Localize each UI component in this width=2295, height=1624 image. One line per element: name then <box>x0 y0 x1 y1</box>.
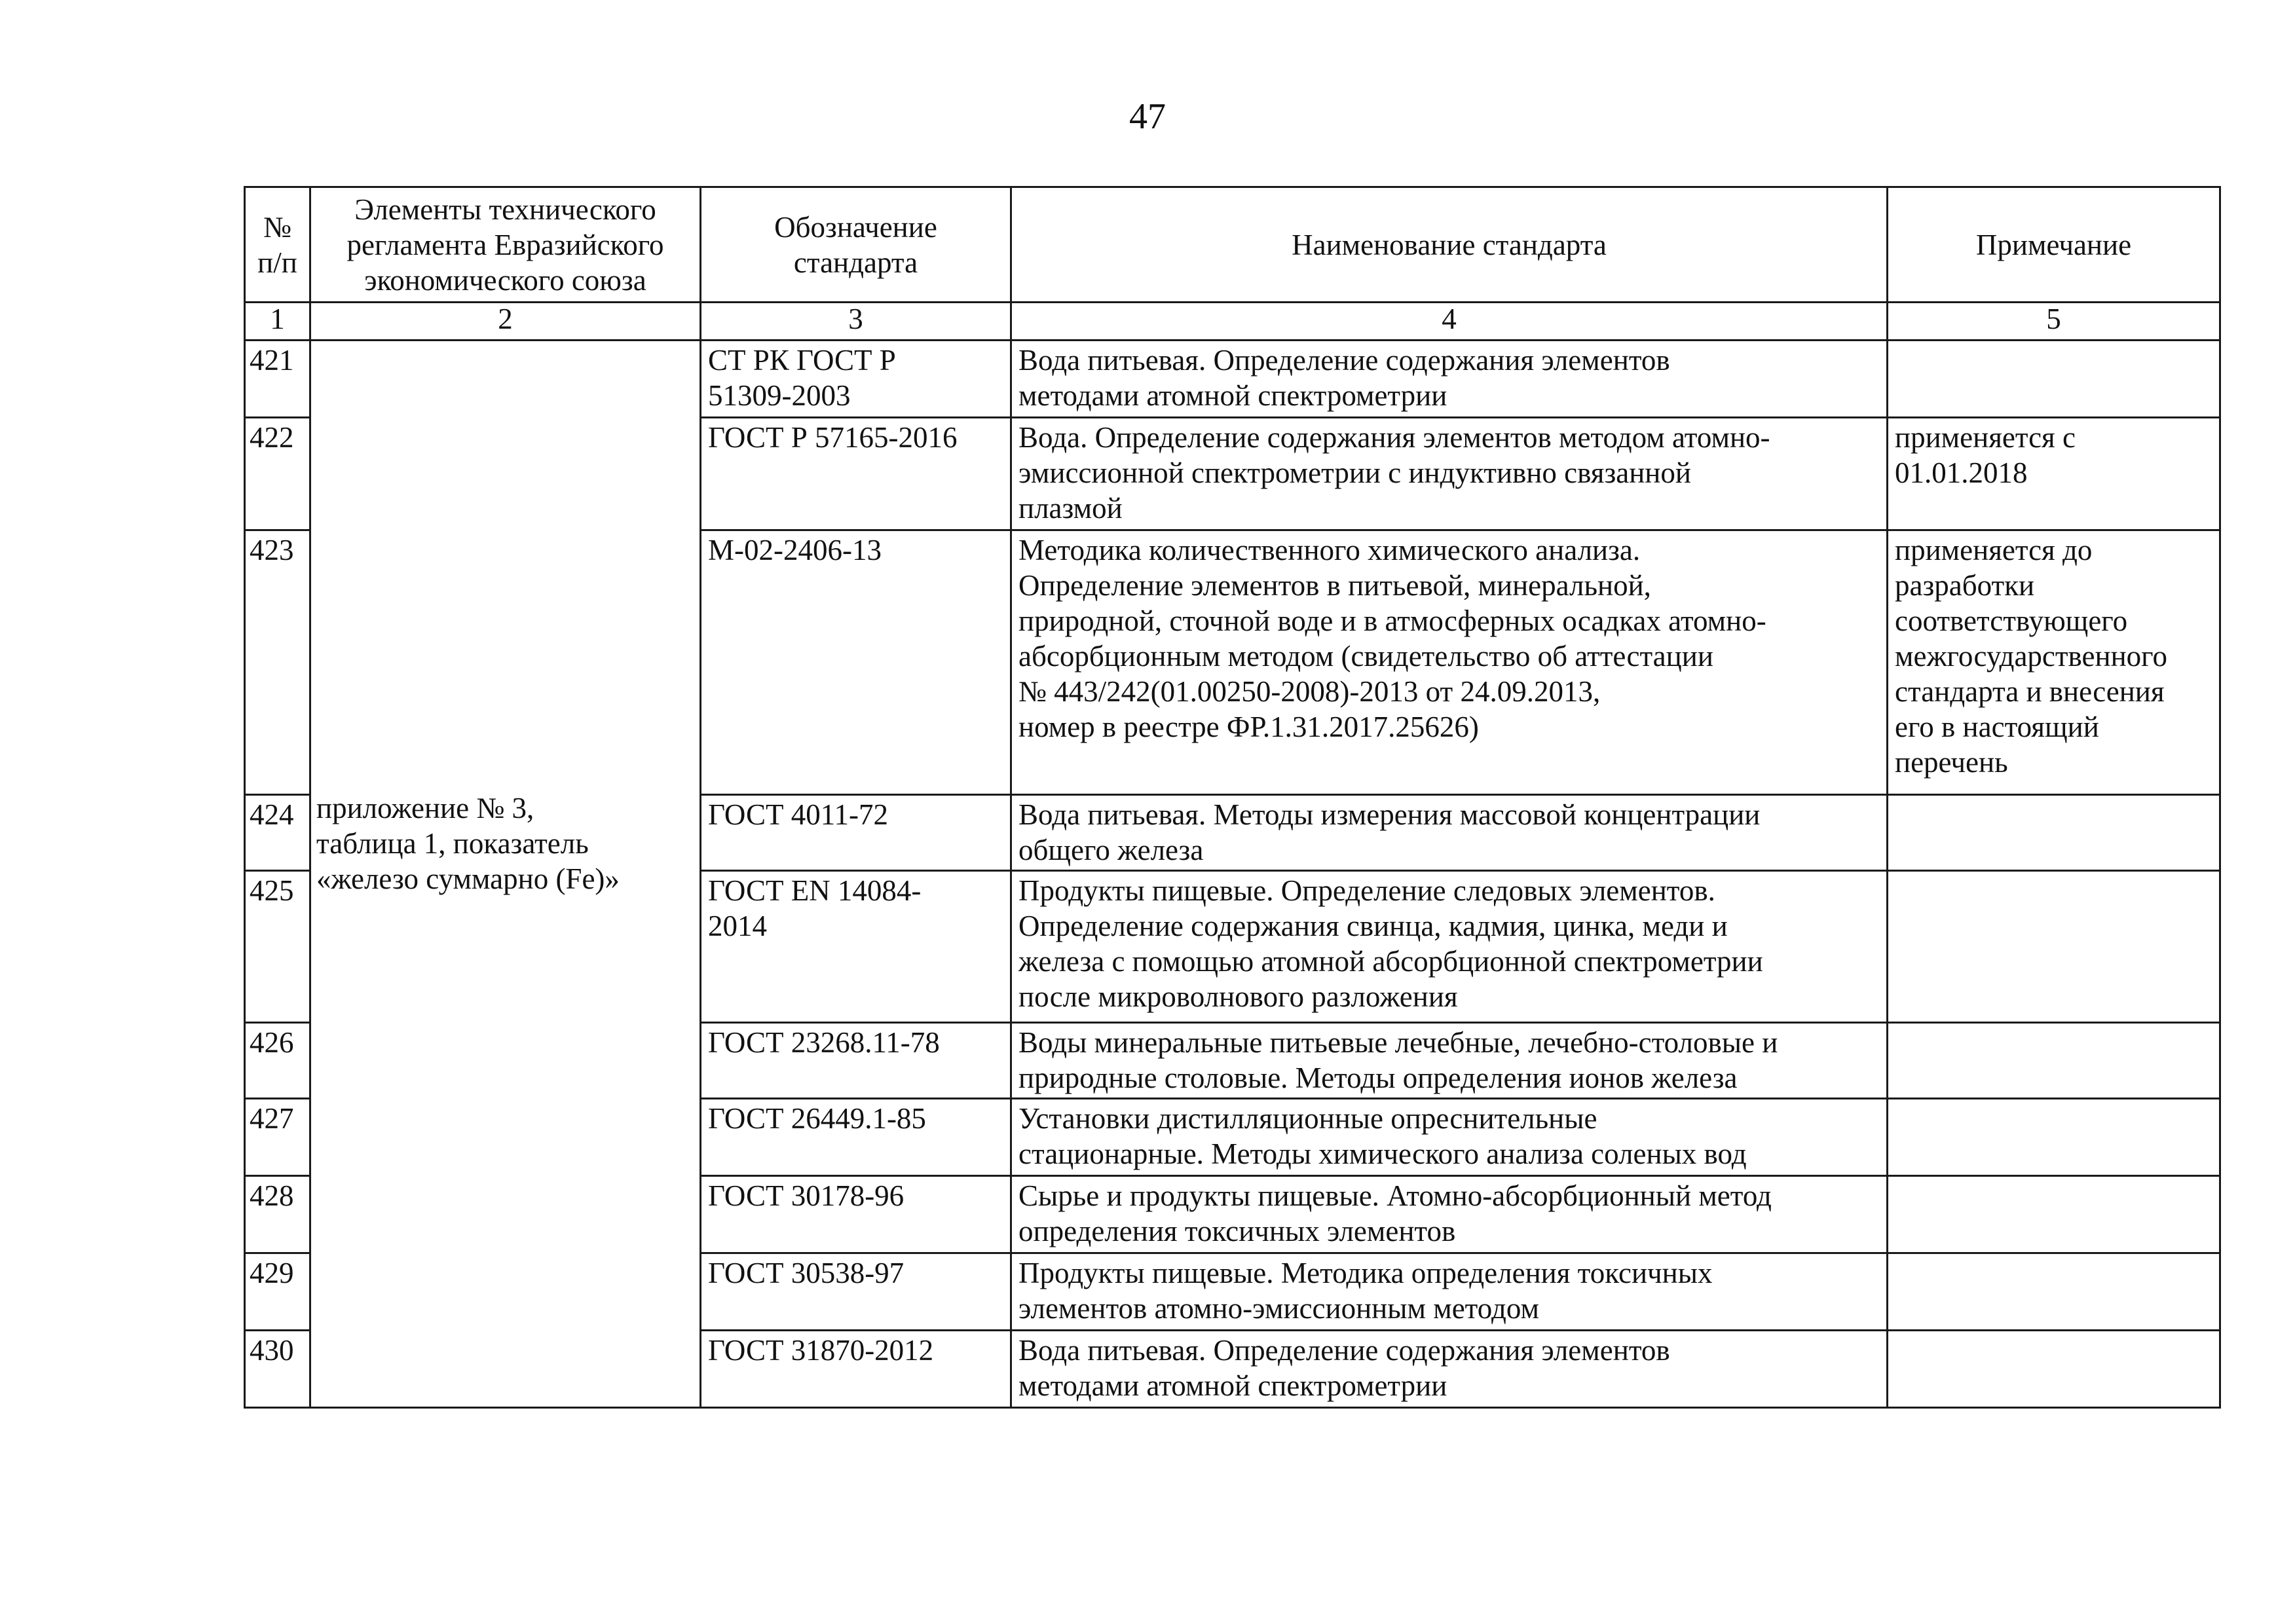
header-num: № п/п <box>245 187 310 303</box>
row-number: 430 <box>245 1331 310 1408</box>
row-number: 422 <box>245 418 310 530</box>
header-note: Примечание <box>1888 187 2220 303</box>
header-name: Наименование стандарта <box>1011 187 1888 303</box>
row-number: 427 <box>245 1099 310 1176</box>
standard-designation: ГОСТ Р 57165-2016 <box>701 418 1011 530</box>
standard-name: Вода питьевая. Методы измерения массовой концентрации общего железа <box>1011 795 1888 871</box>
column-number: 4 <box>1011 303 1888 341</box>
row-number: 423 <box>245 530 310 795</box>
header-elements: Элементы технического регламента Евразийского экономического союза <box>310 187 701 303</box>
page-number: 47 <box>1129 96 1166 137</box>
column-number: 5 <box>1888 303 2220 341</box>
standard-designation: ГОСТ 30178-96 <box>701 1176 1011 1253</box>
row-number: 429 <box>245 1253 310 1331</box>
table-header-row <box>245 187 2220 303</box>
standard-note: применяется с 01.01.2018 <box>1888 418 2220 530</box>
column-number: 2 <box>310 303 701 341</box>
row-number: 421 <box>245 341 310 418</box>
standard-name: Вода. Определение содержания элементов методом атомно- эмиссионной спектрометрии с индуктивно связанной плазмой <box>1011 418 1888 530</box>
standard-note <box>1888 795 2220 871</box>
standard-note <box>1888 1253 2220 1331</box>
standard-name: Продукты пищевые. Определение следовых элементов. Определение содержания свинца, кадмия, цинка, меди и железа с помощью атомной абсорбционной спектрометрии после микроволнового разложения <box>1011 871 1888 1023</box>
column-number: 3 <box>701 303 1011 341</box>
standard-name: Сырье и продукты пищевые. Атомно-абсорбционный метод определения токсичных элементов <box>1011 1176 1888 1253</box>
regulation-element-cell <box>310 341 701 1408</box>
standard-designation: М-02-2406-13 <box>701 530 1011 795</box>
standard-note <box>1888 1023 2220 1099</box>
standard-note <box>1888 871 2220 1023</box>
standard-name: Установки дистилляционные опреснительные стационарные. Методы химического анализа соленых вод <box>1011 1099 1888 1176</box>
standard-designation: ГОСТ EN 14084- 2014 <box>701 871 1011 1023</box>
column-number-row <box>245 303 2220 341</box>
row-number: 424 <box>245 795 310 871</box>
header-designation: Обозначение стандарта <box>701 187 1011 303</box>
standard-designation: СТ РК ГОСТ Р 51309-2003 <box>701 341 1011 418</box>
standard-designation: ГОСТ 26449.1-85 <box>701 1099 1011 1176</box>
standard-note: применяется до разработки соответствующего межгосударственного стандарта и внесения его в настоящий перечень <box>1888 530 2220 795</box>
standard-name: Вода питьевая. Определение содержания элементов методами атомной спектрометрии <box>1011 341 1888 418</box>
standards-table <box>244 186 2221 1409</box>
standard-note <box>1888 1176 2220 1253</box>
standard-note <box>1888 1099 2220 1176</box>
standard-name: Методика количественного химического анализа. Определение элементов в питьевой, минеральной, природной, сточной воде и в атмосферных осадках атомно- абсорбционным методом (свидетельство об аттестации № 443/242(01.00250-2008)-2013 от 24.09.2013, номер в реестре ФР.1.31.2017.25626) <box>1011 530 1888 795</box>
standard-name: Продукты пищевые. Методика определения токсичных элементов атомно-эмиссионным методом <box>1011 1253 1888 1331</box>
standard-designation: ГОСТ 4011-72 <box>701 795 1011 871</box>
standard-note <box>1888 341 2220 418</box>
regulation-element-text: приложение № 3, таблица 1, показатель «железо суммарно (Fe)» <box>316 792 620 895</box>
column-number: 1 <box>245 303 310 341</box>
standard-name: Вода питьевая. Определение содержания элементов методами атомной спектрометрии <box>1011 1331 1888 1408</box>
standard-note <box>1888 1331 2220 1408</box>
table-row <box>245 341 2220 418</box>
row-number: 426 <box>245 1023 310 1099</box>
row-number: 425 <box>245 871 310 1023</box>
standard-designation: ГОСТ 31870-2012 <box>701 1331 1011 1408</box>
row-number: 428 <box>245 1176 310 1253</box>
standard-designation: ГОСТ 23268.11-78 <box>701 1023 1011 1099</box>
standard-designation: ГОСТ 30538-97 <box>701 1253 1011 1331</box>
standard-name: Воды минеральные питьевые лечебные, лечебно-столовые и природные столовые. Методы определения ионов железа <box>1011 1023 1888 1099</box>
